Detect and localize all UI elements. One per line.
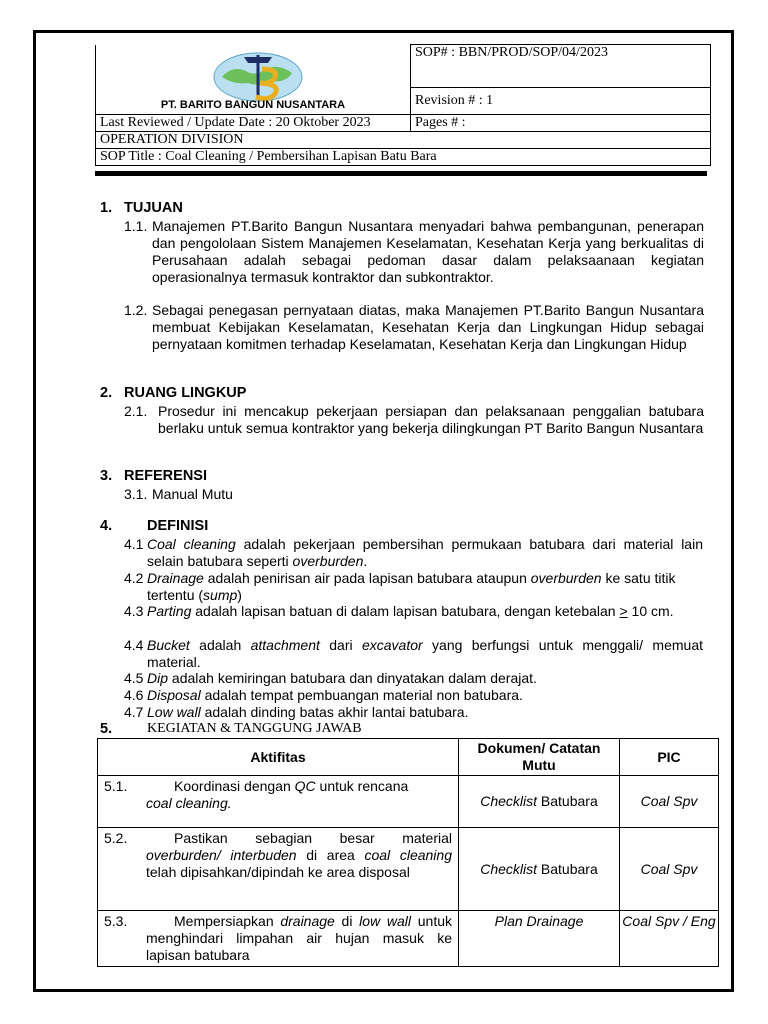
section-1-title: TUJUAN bbox=[124, 200, 183, 216]
activity-table bbox=[97, 738, 719, 967]
def-term: Dip bbox=[147, 670, 169, 686]
activity-text: Koordinasi dengan bbox=[174, 778, 295, 794]
section-5-title: KEGIATAN & TANGGUNG JAWAB bbox=[147, 721, 362, 736]
def-term: excavator bbox=[361, 637, 423, 653]
section-2-title: RUANG LINGKUP bbox=[124, 385, 247, 401]
def-text: adalah bbox=[189, 637, 251, 653]
row-number: 5.3. bbox=[104, 913, 128, 929]
pic-cell bbox=[620, 911, 719, 967]
pic-text: Coal Spv bbox=[640, 860, 698, 877]
item-2-1-text: Prosedur ini mencakup pekerjaan persiapan dan pelaksanaan penggalian batubara berlaku untuk semua kontraktor yang bekerja dilingkungan PT Barito Bangun Nusantara bbox=[158, 403, 704, 436]
def-term: Low wall bbox=[147, 704, 201, 720]
sop-header-table bbox=[95, 44, 711, 166]
item-1-1-text: Manajemen PT.Barito Bangun Nusantara menyadari bahwa pembangunan, penerapan dan pengololaan Sistem Manajemen Keselamatan, Kesehatan Kerja yang berkualitas di Perusahaan adalah sebagai pedoman dasar dalam pelaksaanaan kegiatan operasionalnya termasuk kontraktor dan subkontraktor. bbox=[152, 218, 704, 285]
def-4-4 bbox=[147, 637, 703, 671]
table-header-row bbox=[98, 739, 719, 776]
activity-term: QC bbox=[294, 778, 316, 794]
activity-text: untuk rencana bbox=[315, 778, 409, 794]
item-3-1-text: Manual Mutu bbox=[152, 486, 233, 502]
company-name: PT. BARITO BANGUN NUSANTARA bbox=[160, 98, 346, 111]
def-4-6-number: 4.6 bbox=[124, 687, 144, 703]
section-2-number: 2. bbox=[100, 385, 113, 401]
item-1-2-number: 1.2. bbox=[124, 302, 148, 318]
doc-text: Batubara bbox=[537, 793, 598, 809]
activity-term: coal cleaning bbox=[364, 847, 452, 863]
col-header-aktifitas: Aktifitas bbox=[98, 739, 459, 776]
activity-cell bbox=[98, 828, 459, 911]
def-4-7 bbox=[147, 704, 703, 721]
activity-cell bbox=[98, 911, 459, 967]
activity-text: di area bbox=[296, 847, 365, 863]
def-text: adalah penirisan air pada lapisan batubara ataupun bbox=[203, 570, 531, 586]
table-row bbox=[98, 828, 719, 911]
section-5-number: 5. bbox=[100, 721, 113, 737]
def-term: Bucket bbox=[147, 637, 190, 653]
sop-title: SOP Title : Coal Cleaning / Pembersihan Lapisan Batu Bara bbox=[96, 149, 711, 166]
document-cell bbox=[459, 911, 620, 967]
greater-equal-symbol: > bbox=[619, 603, 628, 619]
header-divider bbox=[95, 171, 707, 176]
pic-text: Coal Spv bbox=[640, 793, 698, 809]
def-4-5 bbox=[147, 670, 703, 687]
activity-term: overburden/ interbuden bbox=[146, 847, 297, 863]
section-4-number: 4. bbox=[100, 518, 113, 534]
activity-term: low wall bbox=[359, 913, 412, 929]
def-4-2 bbox=[147, 570, 703, 604]
activity-text: Mempersiapkan bbox=[174, 913, 281, 929]
document-cell bbox=[459, 828, 620, 911]
activity-cell bbox=[98, 776, 459, 828]
item-2-1-number: 2.1. bbox=[124, 403, 148, 419]
row-number: 5.1. bbox=[104, 778, 128, 794]
doc-text: Batubara bbox=[537, 860, 598, 877]
section-4-title: DEFINISI bbox=[147, 518, 209, 534]
def-text: ) bbox=[237, 587, 242, 603]
def-4-1-number: 4.1 bbox=[124, 536, 144, 552]
activity-text: Pastikan sebagian besar material bbox=[174, 830, 452, 846]
item-1-2-text: Sebagai penegasan pernyataan diatas, maka Manajemen PT.Barito Bangun Nusantara membuat Kebijakan Keselamatan, Kesehatan Kerja dan Lingkungan Hidup sebagai pernyataan komitmen terhadap Keselamatan, Kesehatan Kerja dan Lingkungan Hidup bbox=[152, 302, 704, 352]
col-header-pic: PIC bbox=[620, 739, 719, 776]
division: OPERATION DIVISION bbox=[96, 132, 711, 149]
def-4-2-number: 4.2 bbox=[124, 570, 144, 586]
def-4-7-number: 4.7 bbox=[124, 704, 144, 720]
def-4-1 bbox=[147, 536, 703, 570]
table-row bbox=[98, 911, 719, 967]
section-3-number: 3. bbox=[100, 468, 113, 484]
def-term: Disposal bbox=[147, 687, 201, 703]
pic-cell bbox=[620, 776, 719, 828]
def-4-3-number: 4.3 bbox=[124, 603, 144, 619]
pic-cell bbox=[620, 828, 719, 911]
def-term: overburden bbox=[530, 570, 602, 586]
def-text: 10 cm. bbox=[627, 603, 674, 619]
def-term: overburden bbox=[292, 553, 364, 569]
def-4-3 bbox=[147, 603, 703, 620]
def-text: . bbox=[363, 553, 368, 569]
def-text: adalah lapisan batuan di dalam lapisan batubara, dengan ketebalan bbox=[191, 603, 620, 619]
def-text: yang berfungsi untuk menggali/ memuat material. bbox=[147, 637, 703, 670]
def-term: Coal cleaning bbox=[147, 536, 236, 552]
activity-text: untuk menghindari limpahan air hujan masuk ke lapisan batubara bbox=[146, 913, 453, 963]
activity-text: telah dipisahkan/dipindah ke area disposal bbox=[146, 864, 410, 880]
company-cell bbox=[96, 45, 411, 115]
sop-number: SOP# : BBN/PROD/SOP/04/2023 bbox=[411, 45, 711, 88]
revision-number: Revision # : 1 bbox=[411, 88, 711, 115]
section-3-title: REFERENSI bbox=[124, 468, 207, 484]
def-term: Drainage bbox=[147, 570, 204, 586]
pages-number: Pages # : bbox=[411, 115, 711, 132]
def-text: adalah kemiringan batubara dan dinyatakan dalam derajat. bbox=[168, 670, 537, 686]
def-4-6 bbox=[147, 687, 703, 704]
item-1-1-number: 1.1. bbox=[124, 218, 148, 234]
activity-text: di bbox=[334, 913, 360, 929]
doc-term: Checklist bbox=[480, 793, 538, 809]
def-term: attachment bbox=[250, 637, 320, 653]
document-cell bbox=[459, 776, 620, 828]
def-text: adalah pekerjaan pembersihan permukaan batubara dari material lain selain batubara seperti bbox=[147, 536, 703, 569]
def-text: adalah dinding batas akhir lantai batubara. bbox=[200, 704, 469, 720]
def-4-5-number: 4.5 bbox=[124, 670, 144, 686]
table-row bbox=[98, 776, 719, 828]
def-term: sump bbox=[203, 587, 238, 603]
activity-term: drainage bbox=[280, 913, 335, 929]
last-reviewed: Last Reviewed / Update Date : 20 Oktober 2023 bbox=[96, 115, 411, 132]
doc-text: Plan Drainage bbox=[494, 913, 584, 929]
item-3-1-number: 3.1. bbox=[124, 486, 148, 502]
col-header-dokumen: Dokumen/ Catatan Mutu bbox=[459, 739, 620, 776]
def-text: dari bbox=[319, 637, 362, 653]
def-text: ke satu titik tertentu ( bbox=[147, 570, 676, 603]
row-number: 5.2. bbox=[104, 830, 128, 846]
activity-term: coal cleaning. bbox=[146, 795, 232, 811]
doc-term: Checklist bbox=[480, 860, 538, 877]
pic-text: Coal Spv / Eng bbox=[622, 913, 716, 929]
def-term: Parting bbox=[147, 603, 192, 619]
section-1-number: 1. bbox=[100, 200, 113, 216]
def-text: adalah tempat pembuangan material non batubara. bbox=[200, 687, 523, 703]
def-4-4-number: 4.4 bbox=[124, 637, 144, 653]
